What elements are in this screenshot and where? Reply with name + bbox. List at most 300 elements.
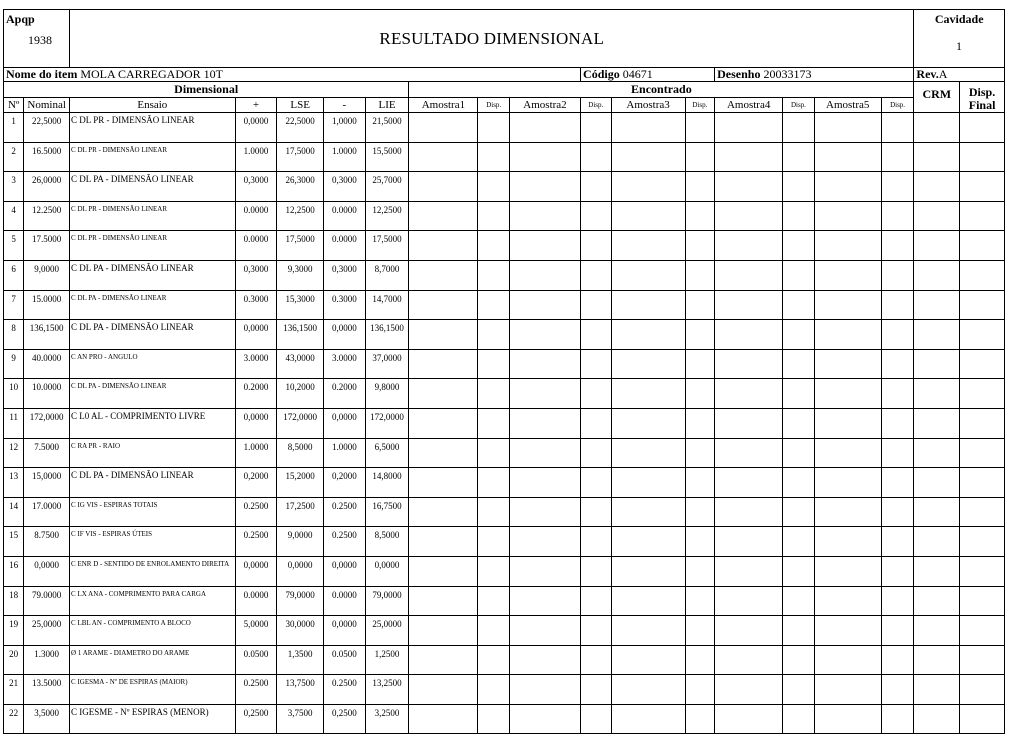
table-row [4, 645, 1005, 675]
amostra1-input[interactable] [409, 172, 478, 202]
disp4-input[interactable] [783, 527, 814, 557]
amostra1-input[interactable] [409, 290, 478, 320]
crm-input[interactable] [914, 379, 960, 409]
table-row [4, 349, 1005, 379]
disp1-input[interactable] [478, 231, 509, 261]
disp4-input[interactable] [783, 408, 814, 438]
amostra4-input[interactable] [715, 704, 783, 734]
amostra5-input[interactable] [814, 556, 881, 586]
disp3-input[interactable] [685, 142, 714, 172]
info-row [4, 68, 1005, 82]
disp1-input[interactable] [478, 201, 509, 231]
disp3-input[interactable] [685, 172, 714, 202]
amostra5-input[interactable] [814, 468, 881, 498]
disp5-input[interactable] [881, 645, 914, 675]
disp4-input[interactable] [783, 438, 814, 468]
amostra1-input[interactable] [409, 675, 478, 705]
disp2-input[interactable] [581, 260, 611, 290]
disp-final-input[interactable] [960, 320, 1005, 350]
col-ensaio: Ensaio [70, 98, 236, 113]
amostra2-input[interactable] [509, 349, 580, 379]
amostra1-input[interactable] [409, 497, 478, 527]
lse-value: 15,3000 [277, 290, 324, 320]
disp-final-input[interactable] [960, 172, 1005, 202]
disp2-input[interactable] [581, 113, 611, 143]
crm-input[interactable] [914, 231, 960, 261]
disp5-input[interactable] [881, 616, 914, 646]
amostra2-input[interactable] [509, 142, 580, 172]
disp3-input[interactable] [685, 201, 714, 231]
col-disp3: Disp. [685, 98, 714, 113]
disp4-input[interactable] [783, 468, 814, 498]
amostra1-input[interactable] [409, 260, 478, 290]
disp5-input[interactable] [881, 556, 914, 586]
disp2-input[interactable] [581, 704, 611, 734]
disp2-input[interactable] [581, 556, 611, 586]
disp5-input[interactable] [881, 201, 914, 231]
nominal-value: 15,0000 [24, 468, 70, 498]
disp2-input[interactable] [581, 645, 611, 675]
disp-final-input[interactable] [960, 379, 1005, 409]
minus-tolerance: 0,2000 [324, 468, 366, 498]
amostra5-input[interactable] [814, 379, 881, 409]
crm-input[interactable] [914, 172, 960, 202]
lie-value: 9,8000 [365, 379, 409, 409]
disp4-input[interactable] [783, 379, 814, 409]
table-row [4, 438, 1005, 468]
amostra1-input[interactable] [409, 438, 478, 468]
disp2-input[interactable] [581, 320, 611, 350]
disp2-input[interactable] [581, 201, 611, 231]
amostra4-input[interactable] [715, 438, 783, 468]
row-number: 19 [4, 616, 24, 646]
amostra5-input[interactable] [814, 172, 881, 202]
disp4-input[interactable] [783, 349, 814, 379]
amostra1-input[interactable] [409, 586, 478, 616]
amostra5-input[interactable] [814, 320, 881, 350]
disp2-input[interactable] [581, 349, 611, 379]
disp3-input[interactable] [685, 408, 714, 438]
disp5-input[interactable] [881, 586, 914, 616]
disp-final-input[interactable] [960, 231, 1005, 261]
amostra5-input[interactable] [814, 497, 881, 527]
amostra2-input[interactable] [509, 231, 580, 261]
disp1-input[interactable] [478, 172, 509, 202]
amostra1-input[interactable] [409, 142, 478, 172]
amostra4-input[interactable] [715, 497, 783, 527]
disp3-input[interactable] [685, 320, 714, 350]
amostra2-input[interactable] [509, 556, 580, 586]
disp5-input[interactable] [881, 231, 914, 261]
amostra3-input[interactable] [611, 527, 685, 557]
plus-tolerance: 3.0000 [235, 349, 277, 379]
amostra3-input[interactable] [611, 704, 685, 734]
disp2-input[interactable] [581, 675, 611, 705]
amostra1-input[interactable] [409, 349, 478, 379]
disp5-input[interactable] [881, 468, 914, 498]
amostra4-input[interactable] [715, 527, 783, 557]
crm-input[interactable] [914, 142, 960, 172]
crm-input[interactable] [914, 675, 960, 705]
disp5-input[interactable] [881, 260, 914, 290]
amostra1-input[interactable] [409, 320, 478, 350]
disp1-input[interactable] [478, 675, 509, 705]
crm-input[interactable] [914, 527, 960, 557]
amostra2-input[interactable] [509, 527, 580, 557]
amostra2-input[interactable] [509, 172, 580, 202]
amostra3-input[interactable] [611, 113, 685, 143]
disp5-input[interactable] [881, 527, 914, 557]
amostra2-input[interactable] [509, 704, 580, 734]
amostra2-input[interactable] [509, 675, 580, 705]
amostra1-input[interactable] [409, 468, 478, 498]
disp2-input[interactable] [581, 438, 611, 468]
disp1-input[interactable] [478, 586, 509, 616]
disp3-input[interactable] [685, 468, 714, 498]
amostra4-input[interactable] [715, 260, 783, 290]
crm-input[interactable] [914, 320, 960, 350]
disp1-input[interactable] [478, 468, 509, 498]
disp5-input[interactable] [881, 704, 914, 734]
amostra3-input[interactable] [611, 379, 685, 409]
crm-input[interactable] [914, 260, 960, 290]
amostra3-input[interactable] [611, 172, 685, 202]
row-number: 1 [4, 113, 24, 143]
amostra3-input[interactable] [611, 320, 685, 350]
amostra4-input[interactable] [715, 231, 783, 261]
col-n: Nº [4, 98, 24, 113]
disp3-input[interactable] [685, 556, 714, 586]
disp-final-input[interactable] [960, 349, 1005, 379]
disp3-input[interactable] [685, 260, 714, 290]
crm-input[interactable] [914, 586, 960, 616]
disp3-input[interactable] [685, 704, 714, 734]
disp1-input[interactable] [478, 260, 509, 290]
disp-final-input[interactable] [960, 675, 1005, 705]
amostra5-input[interactable] [814, 675, 881, 705]
amostra5-input[interactable] [814, 527, 881, 557]
amostra1-input[interactable] [409, 645, 478, 675]
crm-input[interactable] [914, 438, 960, 468]
disp4-input[interactable] [783, 231, 814, 261]
disp3-input[interactable] [685, 349, 714, 379]
disp1-input[interactable] [478, 556, 509, 586]
disp4-input[interactable] [783, 142, 814, 172]
disp-final-input[interactable] [960, 408, 1005, 438]
disp3-input[interactable] [685, 438, 714, 468]
disp4-input[interactable] [783, 556, 814, 586]
amostra1-input[interactable] [409, 527, 478, 557]
disp1-input[interactable] [478, 645, 509, 675]
plus-tolerance: 0,0000 [235, 320, 277, 350]
crm-input[interactable] [914, 201, 960, 231]
lse-value: 17,5000 [277, 142, 324, 172]
amostra5-input[interactable] [814, 201, 881, 231]
disp5-input[interactable] [881, 675, 914, 705]
disp4-input[interactable] [783, 113, 814, 143]
minus-tolerance: 0.3000 [324, 290, 366, 320]
disp1-input[interactable] [478, 113, 509, 143]
amostra1-input[interactable] [409, 231, 478, 261]
disp2-input[interactable] [581, 586, 611, 616]
amostra4-input[interactable] [715, 201, 783, 231]
disp2-input[interactable] [581, 527, 611, 557]
disp4-input[interactable] [783, 645, 814, 675]
disp1-input[interactable] [478, 408, 509, 438]
amostra2-input[interactable] [509, 113, 580, 143]
amostra2-input[interactable] [509, 645, 580, 675]
amostra4-input[interactable] [715, 586, 783, 616]
table-row [4, 675, 1005, 705]
disp1-input[interactable] [478, 290, 509, 320]
amostra1-input[interactable] [409, 556, 478, 586]
amostra4-input[interactable] [715, 675, 783, 705]
amostra3-input[interactable] [611, 675, 685, 705]
amostra4-input[interactable] [715, 142, 783, 172]
disp-final-input[interactable] [960, 438, 1005, 468]
disp-final-input[interactable] [960, 113, 1005, 143]
disp-final-input[interactable] [960, 497, 1005, 527]
amostra5-input[interactable] [814, 616, 881, 646]
amostra2-input[interactable] [509, 468, 580, 498]
crm-input[interactable] [914, 408, 960, 438]
amostra5-input[interactable] [814, 704, 881, 734]
disp4-input[interactable] [783, 320, 814, 350]
amostra2-input[interactable] [509, 497, 580, 527]
disp5-input[interactable] [881, 113, 914, 143]
disp4-input[interactable] [783, 586, 814, 616]
disp2-input[interactable] [581, 379, 611, 409]
amostra1-input[interactable] [409, 113, 478, 143]
crm-input[interactable] [914, 349, 960, 379]
item-name-cell [4, 68, 581, 82]
plus-tolerance: 0,2000 [235, 468, 277, 498]
disp-final-input[interactable] [960, 616, 1005, 646]
amostra5-input[interactable] [814, 408, 881, 438]
amostra5-input[interactable] [814, 113, 881, 143]
crm-input[interactable] [914, 704, 960, 734]
disp5-input[interactable] [881, 290, 914, 320]
disp-final-input[interactable] [960, 201, 1005, 231]
plus-tolerance: 1.0000 [235, 438, 277, 468]
disp2-input[interactable] [581, 497, 611, 527]
amostra2-input[interactable] [509, 290, 580, 320]
amostra1-input[interactable] [409, 704, 478, 734]
amostra2-input[interactable] [509, 201, 580, 231]
amostra4-input[interactable] [715, 172, 783, 202]
disp3-input[interactable] [685, 645, 714, 675]
table-row [4, 201, 1005, 231]
disp3-input[interactable] [685, 675, 714, 705]
crm-header: CRM [914, 82, 960, 113]
amostra1-input[interactable] [409, 201, 478, 231]
disp5-input[interactable] [881, 497, 914, 527]
disp1-input[interactable] [478, 616, 509, 646]
disp4-input[interactable] [783, 616, 814, 646]
disp4-input[interactable] [783, 704, 814, 734]
amostra4-input[interactable] [715, 468, 783, 498]
disp5-input[interactable] [881, 349, 914, 379]
disp3-input[interactable] [685, 616, 714, 646]
amostra1-input[interactable] [409, 379, 478, 409]
amostra1-input[interactable] [409, 616, 478, 646]
table-row [4, 704, 1005, 734]
disp-final-input[interactable] [960, 142, 1005, 172]
lse-value: 22,5000 [277, 113, 324, 143]
disp-final-input[interactable] [960, 556, 1005, 586]
row-number: 7 [4, 290, 24, 320]
table-row [4, 586, 1005, 616]
disp3-input[interactable] [685, 527, 714, 557]
table-row [4, 408, 1005, 438]
disp-final-input[interactable] [960, 645, 1005, 675]
amostra3-input[interactable] [611, 408, 685, 438]
col-amostra3: Amostra3 [611, 98, 685, 113]
disp4-input[interactable] [783, 497, 814, 527]
amostra2-input[interactable] [509, 379, 580, 409]
amostra3-input[interactable] [611, 201, 685, 231]
disp3-input[interactable] [685, 231, 714, 261]
disp4-input[interactable] [783, 290, 814, 320]
lie-value: 3,2500 [365, 704, 409, 734]
disp1-input[interactable] [478, 527, 509, 557]
amostra2-input[interactable] [509, 320, 580, 350]
table-row [4, 527, 1005, 557]
apqp-value: 1938 [28, 33, 52, 47]
amostra3-input[interactable] [611, 349, 685, 379]
disp5-input[interactable] [881, 438, 914, 468]
amostra3-input[interactable] [611, 231, 685, 261]
amostra4-input[interactable] [715, 349, 783, 379]
disp-final-input[interactable] [960, 468, 1005, 498]
disp1-input[interactable] [478, 438, 509, 468]
amostra3-input[interactable] [611, 260, 685, 290]
amostra4-input[interactable] [715, 320, 783, 350]
amostra5-input[interactable] [814, 438, 881, 468]
disp3-input[interactable] [685, 586, 714, 616]
disp5-input[interactable] [881, 172, 914, 202]
amostra5-input[interactable] [814, 349, 881, 379]
crm-input[interactable] [914, 645, 960, 675]
amostra5-input[interactable] [814, 586, 881, 616]
disp5-input[interactable] [881, 379, 914, 409]
amostra2-input[interactable] [509, 616, 580, 646]
crm-input[interactable] [914, 290, 960, 320]
lie-value: 79,0000 [365, 586, 409, 616]
amostra4-input[interactable] [715, 290, 783, 320]
disp5-input[interactable] [881, 408, 914, 438]
amostra2-input[interactable] [509, 438, 580, 468]
nominal-value: 13.5000 [24, 675, 70, 705]
report-sheet [3, 9, 1007, 718]
amostra3-input[interactable] [611, 586, 685, 616]
amostra4-input[interactable] [715, 379, 783, 409]
amostra3-input[interactable] [611, 438, 685, 468]
amostra2-input[interactable] [509, 260, 580, 290]
table-row [4, 290, 1005, 320]
crm-input[interactable] [914, 497, 960, 527]
amostra2-input[interactable] [509, 408, 580, 438]
amostra3-input[interactable] [611, 497, 685, 527]
amostra4-input[interactable] [715, 645, 783, 675]
disp2-input[interactable] [581, 408, 611, 438]
disp3-input[interactable] [685, 290, 714, 320]
disp1-input[interactable] [478, 704, 509, 734]
crm-input[interactable] [914, 616, 960, 646]
plus-tolerance: 0.0000 [235, 231, 277, 261]
disp2-input[interactable] [581, 290, 611, 320]
disp1-input[interactable] [478, 320, 509, 350]
disp1-input[interactable] [478, 142, 509, 172]
disp4-input[interactable] [783, 675, 814, 705]
disp2-input[interactable] [581, 616, 611, 646]
disp4-input[interactable] [783, 201, 814, 231]
plus-tolerance: 0,0000 [235, 408, 277, 438]
amostra5-input[interactable] [814, 142, 881, 172]
disp1-input[interactable] [478, 497, 509, 527]
disp4-input[interactable] [783, 260, 814, 290]
amostra3-input[interactable] [611, 142, 685, 172]
disp5-input[interactable] [881, 320, 914, 350]
disp4-input[interactable] [783, 172, 814, 202]
amostra1-input[interactable] [409, 408, 478, 438]
crm-input[interactable] [914, 113, 960, 143]
minus-tolerance: 0.0000 [324, 586, 366, 616]
item-name-label: Nome do item [6, 67, 78, 81]
cavidade-cell [914, 10, 1005, 68]
amostra4-input[interactable] [715, 408, 783, 438]
amostra3-input[interactable] [611, 468, 685, 498]
rev-cell [914, 68, 1005, 82]
apqp-label: Apqp [6, 12, 35, 26]
disp5-input[interactable] [881, 142, 914, 172]
disp-final-input[interactable] [960, 704, 1005, 734]
amostra5-input[interactable] [814, 290, 881, 320]
amostra4-input[interactable] [715, 616, 783, 646]
disp2-input[interactable] [581, 468, 611, 498]
amostra3-input[interactable] [611, 556, 685, 586]
crm-input[interactable] [914, 556, 960, 586]
amostra4-input[interactable] [715, 113, 783, 143]
crm-input[interactable] [914, 468, 960, 498]
ensaio-text: C DL PA - DIMENSÃO LINEAR [70, 172, 236, 202]
amostra4-input[interactable] [715, 556, 783, 586]
disp2-input[interactable] [581, 142, 611, 172]
minus-tolerance: 0.2500 [324, 527, 366, 557]
disp-final-input[interactable] [960, 527, 1005, 557]
disp2-input[interactable] [581, 172, 611, 202]
disp3-input[interactable] [685, 379, 714, 409]
disp2-input[interactable] [581, 231, 611, 261]
disp3-input[interactable] [685, 497, 714, 527]
amostra5-input[interactable] [814, 260, 881, 290]
disp3-input[interactable] [685, 113, 714, 143]
disp1-input[interactable] [478, 349, 509, 379]
disp-final-input[interactable] [960, 586, 1005, 616]
disp-final-input[interactable] [960, 290, 1005, 320]
amostra3-input[interactable] [611, 290, 685, 320]
lse-value: 26,3000 [277, 172, 324, 202]
disp-final-input[interactable] [960, 260, 1005, 290]
disp1-input[interactable] [478, 379, 509, 409]
plus-tolerance: 0,2500 [235, 704, 277, 734]
amostra5-input[interactable] [814, 645, 881, 675]
amostra3-input[interactable] [611, 645, 685, 675]
amostra5-input[interactable] [814, 231, 881, 261]
amostra3-input[interactable] [611, 616, 685, 646]
amostra2-input[interactable] [509, 586, 580, 616]
dimensional-group: Dimensional [4, 82, 409, 98]
